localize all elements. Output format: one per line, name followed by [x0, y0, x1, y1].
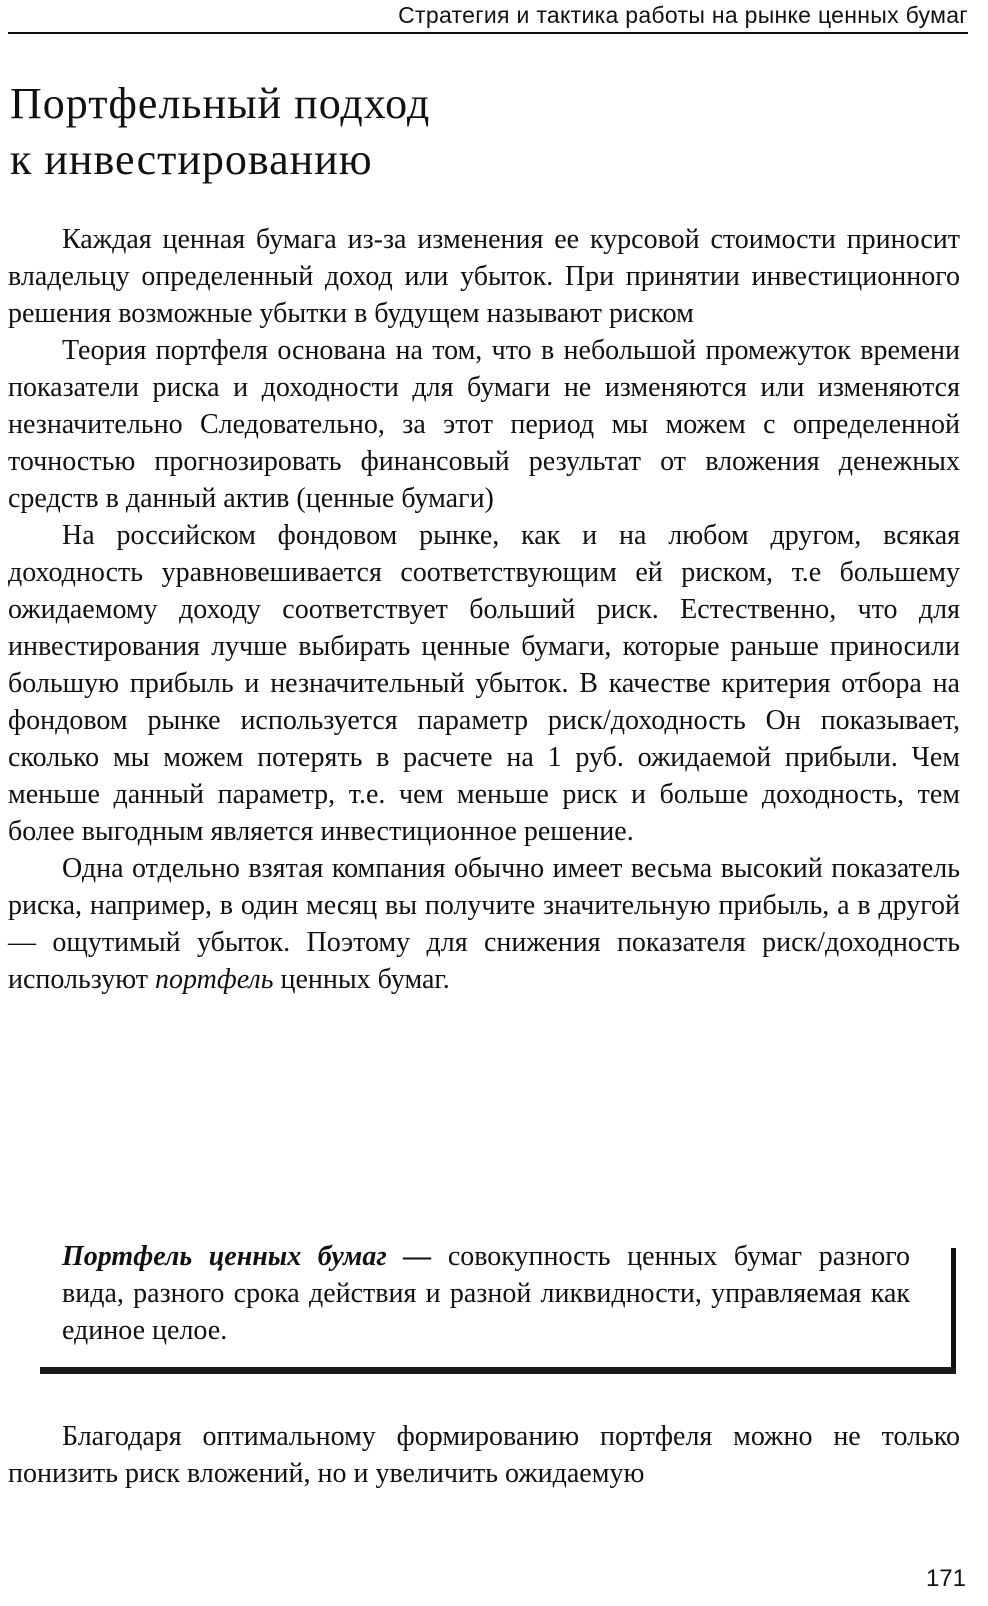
- paragraph-5: Благодаря оптимальному формированию портфеля можно не только понизить риск вложений, но и увеличить ожидаемую: [8, 1421, 960, 1489]
- main-text: [8, 221, 960, 998]
- chapter-title-line-1: Портфельный подход: [10, 79, 431, 128]
- paragraph-3: На российском фондовом рынке, как и на любом другом, всякая доходность уравновешивается соответствующим ей риском, т.е большему ожидаемому доходу соответствует больший риск. Естественно, что для инвестирования лучше выбирать ценные бумаги, которые раньше приносили большую прибыль и незначительный убыток. В качестве критерия отбора на фондовом рынке используется параметр риск/доходность Он показывает, сколько мы можем потерять в расчете на 1 руб. ожидаемой прибыли. Чем меньше данный параметр, т.е. чем меньше риск и больше доходность, тем более выгодным является инвестиционное решение.: [8, 520, 960, 847]
- chapter-title-line-2: к инвестированию: [10, 135, 373, 184]
- paragraph-4-term: портфель: [155, 964, 274, 995]
- paragraph-2: Теория портфеля основана на том, что в небольшой промежуток времени показатели риска и доходности для бумаги не изменяются или изменяются незначительно Следовательно, за этот период мы можем с определенной точностью прогнозировать финансовый результат от вложения денежных средств в данный актив (ценные бумаги): [8, 335, 960, 514]
- chapter-title: [10, 76, 810, 188]
- running-header: Стратегия и тактика работы на рынке ценных бумаг: [8, 2, 968, 34]
- continued-text: [8, 1418, 960, 1492]
- definition-term: Портфель ценных бумаг —: [62, 1241, 432, 1272]
- page-number: 171: [925, 1565, 966, 1592]
- paragraph-4-start: Одна отдельно взятая компания обычно имеет весьма высокий показатель риска, например, в один месяц вы получите значительную прибыль, а в другой — ощутимый убыток. Поэтому для снижения показателя риск/доходность используют: [8, 853, 960, 995]
- paragraph-4-end: ценных бумаг.: [280, 964, 450, 995]
- definition-right-rule: [951, 1248, 956, 1372]
- definition-text: [62, 1238, 910, 1349]
- paragraph-1: Каждая ценная бумага из-за изменения ее курсовой стоимости приносит владельцу определенный доход или убыток. При принятии инвестиционного решения возможные убытки в будущем называют риском: [8, 224, 960, 329]
- definition-bottom-rule: [40, 1367, 956, 1374]
- definition-body: совокупность ценных бумаг разного вида, разного срока действия и разной ликвидности, управляемая как единое целое.: [62, 1241, 911, 1346]
- definition-box: [56, 1238, 956, 1368]
- paragraph-4: [8, 850, 960, 998]
